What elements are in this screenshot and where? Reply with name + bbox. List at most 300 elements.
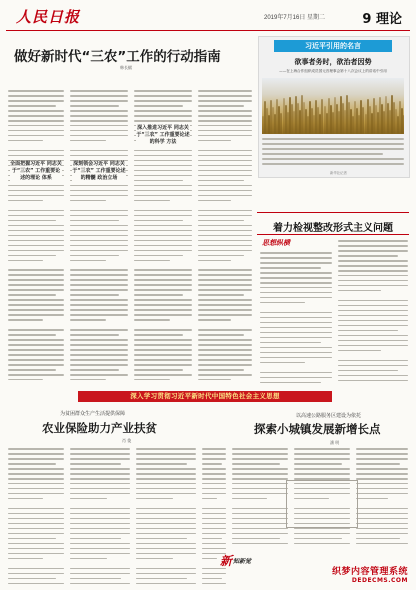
text-line xyxy=(356,508,408,510)
text-line xyxy=(136,488,196,490)
text-line xyxy=(70,185,128,187)
text-line xyxy=(8,190,64,192)
text-line xyxy=(134,250,192,252)
text-line xyxy=(70,478,130,480)
text-line xyxy=(198,289,252,291)
text-line xyxy=(70,543,130,545)
text-line xyxy=(8,463,56,465)
text-line xyxy=(8,473,64,475)
text-line xyxy=(70,319,106,321)
text-line xyxy=(338,325,408,327)
text-line xyxy=(198,185,252,187)
text-line xyxy=(70,190,128,192)
text-line xyxy=(232,523,288,525)
text-line xyxy=(70,553,130,555)
text-line xyxy=(70,150,128,152)
text-line xyxy=(294,538,342,540)
text-line xyxy=(338,280,408,282)
text-line xyxy=(136,543,196,545)
text-line xyxy=(8,349,64,351)
text-line xyxy=(338,380,408,382)
text-line xyxy=(70,245,128,247)
text-line xyxy=(136,568,196,570)
text-line xyxy=(134,364,192,366)
text-line xyxy=(356,543,408,545)
text-line xyxy=(134,274,192,276)
text-line xyxy=(8,289,64,291)
side-column-2 xyxy=(338,240,408,384)
text-line xyxy=(134,240,192,242)
text-line xyxy=(202,473,226,475)
text-line xyxy=(134,95,192,97)
text-line xyxy=(70,110,128,112)
text-line xyxy=(198,210,252,212)
new-badge-text: 知新觉 xyxy=(233,558,252,565)
text-line xyxy=(198,309,252,311)
text-line xyxy=(70,513,130,515)
text-line xyxy=(70,269,128,271)
text-line xyxy=(338,290,381,292)
text-line xyxy=(294,543,350,545)
text-line xyxy=(202,538,222,540)
text-line xyxy=(70,548,130,550)
text-line xyxy=(70,100,128,102)
text-line xyxy=(198,284,252,286)
wheat-field-image xyxy=(262,78,404,134)
text-line xyxy=(70,483,130,485)
text-line xyxy=(134,344,192,346)
text-line xyxy=(8,369,56,371)
text-line xyxy=(136,553,196,555)
text-line xyxy=(260,372,332,374)
text-line xyxy=(356,468,408,470)
bottom-left-column-1 xyxy=(8,448,64,584)
newspaper-logo: 人民日报 xyxy=(16,8,81,26)
text-line xyxy=(8,319,43,321)
text-line xyxy=(198,344,252,346)
text-line xyxy=(8,543,64,545)
text-line xyxy=(232,448,288,450)
text-line xyxy=(70,294,119,296)
text-line xyxy=(136,498,173,500)
text-line xyxy=(136,548,196,550)
text-line xyxy=(338,315,408,317)
text-line xyxy=(8,150,64,152)
text-line xyxy=(70,195,128,197)
text-line xyxy=(202,448,226,450)
text-line xyxy=(260,337,332,339)
text-line xyxy=(8,359,64,361)
text-line xyxy=(134,195,192,197)
text-line xyxy=(338,330,398,332)
text-line xyxy=(202,548,226,550)
text-line xyxy=(70,250,128,252)
text-line xyxy=(8,578,56,580)
text-line xyxy=(134,225,192,227)
text-line xyxy=(8,185,64,187)
text-line xyxy=(134,309,192,311)
text-line xyxy=(8,538,56,540)
text-line xyxy=(232,483,288,485)
text-line xyxy=(232,538,280,540)
text-line xyxy=(260,352,332,354)
text-line xyxy=(70,105,119,107)
text-line xyxy=(260,277,332,279)
text-line xyxy=(136,518,196,520)
column-logo xyxy=(262,238,290,248)
text-line xyxy=(338,240,408,242)
text-line xyxy=(198,135,252,137)
text-line xyxy=(294,458,350,460)
side-rule-bottom xyxy=(257,234,409,235)
text-line xyxy=(202,458,226,460)
text-line xyxy=(136,453,196,455)
text-line xyxy=(8,125,64,127)
text-line xyxy=(198,364,252,366)
text-line xyxy=(134,160,192,162)
text-line xyxy=(136,513,196,515)
watermark xyxy=(332,564,408,584)
text-line xyxy=(70,488,130,490)
text-line xyxy=(70,90,128,92)
text-line xyxy=(8,553,64,555)
text-line xyxy=(202,578,222,580)
text-line xyxy=(198,349,252,351)
text-line xyxy=(8,110,64,112)
text-line xyxy=(8,453,64,455)
text-line xyxy=(134,289,192,291)
text-line xyxy=(134,90,192,92)
text-line xyxy=(338,275,408,277)
text-line xyxy=(338,365,408,367)
text-line xyxy=(70,210,128,212)
text-line xyxy=(294,453,350,455)
text-line xyxy=(70,255,119,257)
text-line xyxy=(202,533,226,535)
text-line xyxy=(338,310,408,312)
paragraph-gap xyxy=(70,205,128,210)
text-line xyxy=(8,498,43,500)
text-line xyxy=(262,158,404,160)
text-line xyxy=(202,523,226,525)
text-line xyxy=(260,287,332,289)
text-line xyxy=(198,200,231,202)
text-line xyxy=(8,583,64,584)
text-line xyxy=(70,260,106,262)
paragraph-gap xyxy=(198,205,252,210)
text-line xyxy=(8,250,64,252)
text-line xyxy=(8,140,43,142)
text-line xyxy=(134,279,192,281)
text-line xyxy=(70,364,128,366)
text-line xyxy=(198,339,252,341)
text-line xyxy=(232,508,288,510)
text-line xyxy=(134,155,192,157)
quote-tag: 习近平引用的名言 xyxy=(274,40,392,52)
text-line xyxy=(70,558,107,560)
text-line xyxy=(356,473,408,475)
text-line xyxy=(8,513,64,515)
text-line xyxy=(134,314,192,316)
text-line xyxy=(232,498,267,500)
text-line xyxy=(198,329,252,331)
text-line xyxy=(8,548,64,550)
text-line xyxy=(232,518,288,520)
text-line xyxy=(134,165,192,167)
text-line xyxy=(134,185,192,187)
text-line xyxy=(70,125,128,127)
text-line xyxy=(338,320,408,322)
text-line xyxy=(70,498,107,500)
text-line xyxy=(70,284,128,286)
text-line xyxy=(260,327,332,329)
text-line xyxy=(356,513,408,515)
text-line xyxy=(260,357,332,359)
text-line xyxy=(70,274,128,276)
text-line xyxy=(338,270,408,272)
text-line xyxy=(136,493,196,495)
text-line xyxy=(8,448,64,450)
text-line xyxy=(70,453,130,455)
text-line xyxy=(8,334,56,336)
text-line xyxy=(198,250,252,252)
text-line xyxy=(198,260,231,262)
text-line xyxy=(8,339,64,341)
text-line xyxy=(70,289,128,291)
text-line xyxy=(198,299,252,301)
section-label: 9 理论 xyxy=(362,12,402,27)
text-line xyxy=(8,518,64,520)
text-line xyxy=(198,215,252,217)
text-line xyxy=(202,453,226,455)
text-line xyxy=(338,265,408,267)
text-line xyxy=(8,240,64,242)
text-line xyxy=(8,100,64,102)
text-line xyxy=(136,558,173,560)
text-line xyxy=(198,225,252,227)
text-line xyxy=(338,305,408,307)
text-line xyxy=(136,448,196,450)
text-line xyxy=(134,110,192,112)
text-line xyxy=(198,90,252,92)
text-line xyxy=(8,364,64,366)
text-line xyxy=(134,294,183,296)
text-line xyxy=(338,245,408,247)
text-line xyxy=(8,120,64,122)
text-line xyxy=(294,468,350,470)
text-line xyxy=(198,150,252,152)
lead-subhead-2: 深刻领会习近平 同志关于“三农” 工作重要论述的精髓 政治立场 xyxy=(72,161,126,181)
text-line xyxy=(70,349,128,351)
text-line xyxy=(356,488,408,490)
text-line xyxy=(70,230,128,232)
text-line xyxy=(198,359,252,361)
text-line xyxy=(198,274,252,276)
side-rule-top xyxy=(257,212,409,213)
text-line xyxy=(70,523,130,525)
watermark-cn: 织梦内容管理系统 xyxy=(331,567,408,577)
text-line xyxy=(8,314,64,316)
text-line xyxy=(202,518,226,520)
text-line xyxy=(262,153,383,155)
text-line xyxy=(198,269,252,271)
text-line xyxy=(70,115,128,117)
text-line xyxy=(8,230,64,232)
text-line xyxy=(8,344,64,346)
side-headline: 着力检视整改形式主义问题 xyxy=(273,223,393,234)
paragraph-gap xyxy=(260,367,332,372)
bottom-right-byline: 潘 明 xyxy=(330,440,340,445)
text-line xyxy=(232,468,288,470)
text-line xyxy=(70,573,130,575)
text-line xyxy=(136,478,196,480)
text-line xyxy=(70,334,119,336)
text-line xyxy=(8,274,64,276)
text-line xyxy=(134,284,192,286)
text-line xyxy=(202,573,226,575)
text-line xyxy=(356,463,400,465)
text-line xyxy=(232,488,288,490)
bottom-right-headline: 探索小城镇发展新增长点 xyxy=(254,422,381,436)
text-line xyxy=(70,578,121,580)
text-line xyxy=(70,200,106,202)
text-line xyxy=(70,135,128,137)
text-line xyxy=(260,272,332,274)
text-line xyxy=(8,279,64,281)
lead-subhead-1: 全面把握习近平 同志关于“三农” 工作重要论述的理论 体系 xyxy=(10,161,62,181)
text-line xyxy=(136,508,196,510)
text-line xyxy=(198,140,231,142)
paragraph-gap xyxy=(8,205,64,210)
theme-banner: 深入学习贯彻习近平新时代中国特色社会主义思想 xyxy=(78,391,332,402)
text-line xyxy=(198,319,231,321)
text-line xyxy=(8,299,64,301)
issue-date: 2019年7月16日 星期二 xyxy=(264,15,326,21)
text-line xyxy=(70,304,128,306)
text-line xyxy=(198,230,252,232)
text-line xyxy=(232,478,288,480)
text-line xyxy=(198,235,252,237)
lead-column-1 xyxy=(8,90,64,380)
text-line xyxy=(134,329,192,331)
text-line xyxy=(8,284,64,286)
text-line xyxy=(8,488,64,490)
text-line xyxy=(70,309,128,311)
text-line xyxy=(8,90,64,92)
text-line xyxy=(8,255,56,257)
text-line xyxy=(8,115,64,117)
text-line xyxy=(356,453,408,455)
masthead xyxy=(6,4,410,30)
text-line xyxy=(260,377,332,379)
text-line xyxy=(134,235,192,237)
text-line xyxy=(260,362,305,364)
wheat-stalk xyxy=(403,115,404,134)
text-line xyxy=(8,379,43,380)
text-line xyxy=(8,458,64,460)
text-line xyxy=(260,257,332,259)
text-line xyxy=(8,483,64,485)
text-line xyxy=(198,175,252,177)
text-line xyxy=(136,538,187,540)
text-line xyxy=(232,473,288,475)
text-line xyxy=(198,115,252,117)
text-line xyxy=(134,115,192,117)
text-line xyxy=(8,329,64,331)
bottom-right-prehead: 以高速公路服务区建设为依托 xyxy=(296,413,362,419)
text-line xyxy=(134,299,192,301)
lead-byline: 韩长赋 xyxy=(120,65,132,70)
text-line xyxy=(8,269,64,271)
text-line xyxy=(134,190,192,192)
text-line xyxy=(260,312,332,314)
text-line xyxy=(198,379,231,380)
text-line xyxy=(198,314,252,316)
text-line xyxy=(134,349,192,351)
text-line xyxy=(338,375,408,377)
text-line xyxy=(198,100,252,102)
text-line xyxy=(8,130,64,132)
text-line xyxy=(356,448,408,450)
text-line xyxy=(356,538,400,540)
text-line xyxy=(134,230,192,232)
text-line xyxy=(134,354,192,356)
text-line xyxy=(198,105,244,107)
lead-subhead-3: 深入推进习近平 同志关于“三农” 工作重要论述的科学 方法 xyxy=(136,125,190,145)
bottom-left-headline: 农业保险助力产业扶贫 xyxy=(42,421,157,435)
text-line xyxy=(8,374,64,376)
text-line xyxy=(198,110,252,112)
bottom-right-column-1 xyxy=(232,448,288,548)
text-line xyxy=(70,493,130,495)
paragraph-gap xyxy=(8,563,64,568)
text-line xyxy=(134,319,170,321)
text-line xyxy=(134,105,183,107)
bottom-left-column-3 xyxy=(136,448,196,584)
text-line xyxy=(70,369,119,371)
quote-credit: 新华社记者 xyxy=(330,171,347,175)
text-line xyxy=(8,225,64,227)
text-line xyxy=(202,483,226,485)
text-line xyxy=(8,533,64,535)
text-line xyxy=(198,294,244,296)
text-line xyxy=(198,95,252,97)
lead-column-4 xyxy=(198,90,252,380)
text-line xyxy=(338,345,408,347)
text-line xyxy=(338,340,408,342)
text-line xyxy=(134,220,183,222)
text-line xyxy=(70,279,128,281)
text-line xyxy=(70,314,128,316)
text-line xyxy=(198,180,244,182)
text-line xyxy=(8,95,64,97)
text-line xyxy=(294,533,350,535)
text-line xyxy=(8,468,64,470)
text-line xyxy=(198,120,252,122)
text-line xyxy=(8,478,64,480)
text-line xyxy=(198,130,252,132)
text-line xyxy=(134,100,192,102)
text-line xyxy=(232,543,288,545)
text-line xyxy=(8,215,64,217)
text-line xyxy=(262,148,404,150)
text-line xyxy=(8,354,64,356)
text-line xyxy=(136,468,196,470)
text-line xyxy=(338,360,408,362)
text-line xyxy=(70,95,128,97)
text-line xyxy=(232,533,288,535)
text-line xyxy=(70,240,128,242)
